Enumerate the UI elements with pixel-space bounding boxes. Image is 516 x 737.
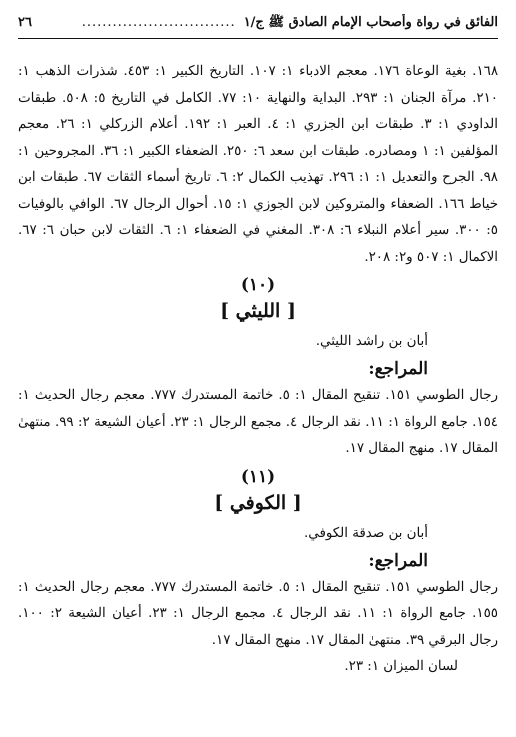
references-heading: المراجع: xyxy=(368,550,428,571)
intro-references-paragraph: ١٦٨. بغية الوعاة ١٧٦. معجم الادباء ١: ١٠٧. التاريخ الكبير ١: ٤٥٣. شذرات الذهب ١: ٢١٠. مرآة الجنان ١: ٢٩٣. البداية والنهاية ١٠: ٧٧. الكامل في التاريخ ٥: ٥٠٨. طبقات الداودي ١: ٣. طبقات ابن الجزري ١: ٤. العبر ١: ١٩٢. أعلام الزركلي ١: ٢٦. معجم المؤلفين ١: ١ ومصادره. طبقات ابن سعد ٦: ٢٥٠. الضعفاء الكبير ١: ٣٦. المجروحين ١: ٩٨. الجرح والتعديل ١: ١: ٢٩٦. تهذيب الكمال ٢: ٦. تاريخ أسماء الثقات ٦٧. طبقات ابن خياط ١٦٦. الضعفاء والمتروكين لابن الجوزي ١: ١٥. أحوال الرجال ٦٧. الوافي بالوفيات ٥: ٣٠٠. سير أعلام النبلاء ٦: ٣٠٨. المغني في الضعفاء ١: ٦. الثقات لابن حبان ٦: ٦٧. الاكمال ١: ٥٠٧ و٢: ٢٠٨. xyxy=(18,64,499,265)
book-title: الفائق في رواة وأصحاب الإمام الصادق ﷺ ج/١ xyxy=(243,15,498,30)
references-text: رجال الطوسي ١٥١. تنقيح المقال ١: ٥. خاتمة المستدرك ٧٧٧. معجم رجال الحديث ١: ١٥٥. جامع الرواة ١: ١١. نقد الرجال ٤. مجمع الرجال ١: ٢٣. أعيان الشيعة ٢: ١٠٠. رجال البرقي ٣٩. منتهىٰ المقال ١٧. منهج المقال ١٧. xyxy=(18,579,498,648)
entry-number: (١١) xyxy=(240,466,276,487)
references-heading: المراجع: xyxy=(368,359,428,379)
references-extra-line: لسان الميزان ١: ٢٣. xyxy=(344,659,458,674)
narrator-name: أبان بن راشد الليثي. xyxy=(315,334,428,349)
page-number: ٢٦ xyxy=(18,15,32,30)
entry-11 xyxy=(18,465,498,681)
entry-title: [ الليثي ] xyxy=(220,300,296,322)
running-header xyxy=(18,14,498,39)
book-page xyxy=(18,14,498,680)
narrator-name: أبان بن صدقة الكوفي. xyxy=(304,525,428,541)
entry-number: (١٠) xyxy=(240,275,276,295)
references-text: رجال الطوسي ١٥١. تنقيح المقال ١: ٥. خاتمة المستدرك ٧٧٧. معجم رجال الحديث ١: ١٥٤. جامع الرواة ١: ١١. نقد الرجال ٤. مجمع الرجال ١: ٢٣. أعيان الشيعة ٢: ٩٩. منتهىٰ المقال ١٧. منهج المقال ١٧. xyxy=(18,388,498,456)
entry-title: [ الكوفي ] xyxy=(214,491,302,514)
entry-10 xyxy=(18,273,498,463)
header-leader-dots: .............................. xyxy=(81,15,236,30)
